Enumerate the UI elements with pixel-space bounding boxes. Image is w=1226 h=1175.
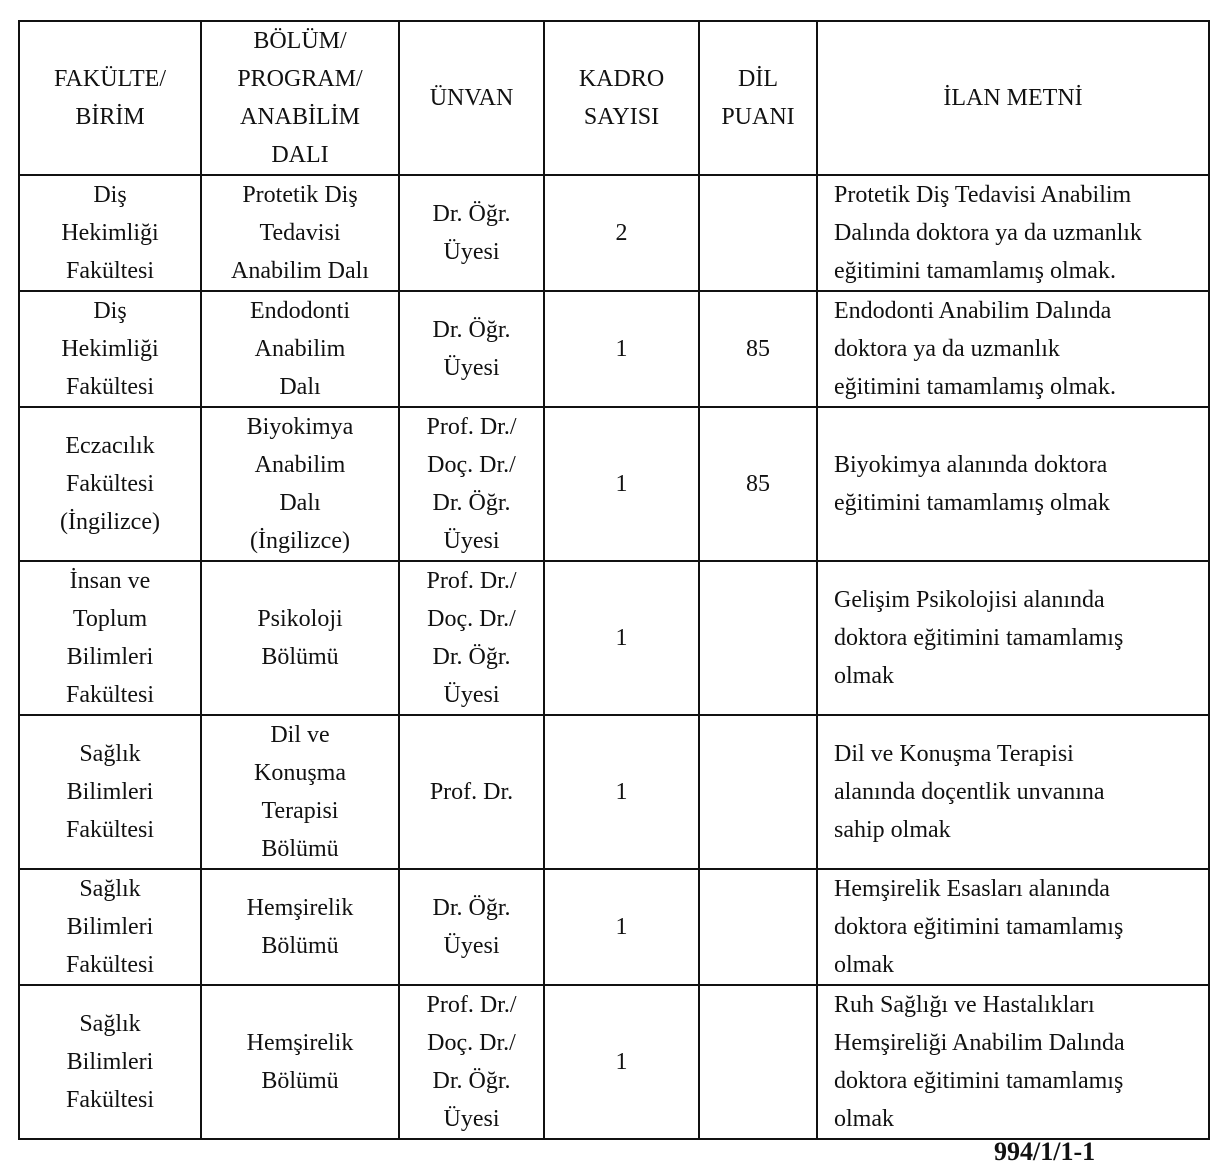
cell-birim: Diş Hekimliği Fakültesi: [19, 175, 201, 291]
header-ilan: İLAN METNİ: [817, 21, 1209, 175]
cell-birim: Sağlık Bilimleri Fakültesi: [19, 985, 201, 1139]
cell-bolum: Psikoloji Bölümü: [201, 561, 399, 715]
cell-birim: Diş Hekimliği Fakültesi: [19, 291, 201, 407]
cell-bolum: Biyokimya Anabilim Dalı (İngilizce): [201, 407, 399, 561]
cell-unvan: Prof. Dr./ Doç. Dr./ Dr. Öğr. Üyesi: [399, 561, 544, 715]
table-row: [19, 291, 1209, 407]
cell-ilan: Ruh Sağlığı ve Hastalıkları Hemşireliği Anabilim Dalında doktora eğitimini tamamlamış olmak: [817, 985, 1209, 1139]
table-row: [19, 175, 1209, 291]
cell-unvan: Prof. Dr./ Doç. Dr./ Dr. Öğr. Üyesi: [399, 407, 544, 561]
cell-dil: [699, 175, 817, 291]
header-bolum: BÖLÜM/ PROGRAM/ ANABİLİM DALI: [201, 21, 399, 175]
table-row: [19, 407, 1209, 561]
cell-bolum: Hemşirelik Bölümü: [201, 985, 399, 1139]
table-row: [19, 985, 1209, 1139]
cell-unvan: Dr. Öğr. Üyesi: [399, 175, 544, 291]
cell-kadro: 1: [544, 291, 699, 407]
cell-kadro: 1: [544, 869, 699, 985]
cell-unvan: Prof. Dr.: [399, 715, 544, 869]
cell-unvan: Dr. Öğr. Üyesi: [399, 291, 544, 407]
cell-dil: 85: [699, 407, 817, 561]
cell-bolum: Hemşirelik Bölümü: [201, 869, 399, 985]
cell-unvan: Prof. Dr./ Doç. Dr./ Dr. Öğr. Üyesi: [399, 985, 544, 1139]
cell-kadro: 2: [544, 175, 699, 291]
cell-ilan: Hemşirelik Esasları alanında doktora eğitimini tamamlamış olmak: [817, 869, 1209, 985]
cell-birim: İnsan ve Toplum Bilimleri Fakültesi: [19, 561, 201, 715]
cell-kadro: 1: [544, 561, 699, 715]
cell-dil: [699, 869, 817, 985]
cell-ilan: Endodonti Anabilim Dalında doktora ya da uzmanlık eğitimini tamamlamış olmak.: [817, 291, 1209, 407]
position-announcement-table: [18, 20, 1210, 1140]
cell-ilan: Gelişim Psikolojisi alanında doktora eğitimini tamamlamış olmak: [817, 561, 1209, 715]
cell-bolum: Endodonti Anabilim Dalı: [201, 291, 399, 407]
cell-unvan: Dr. Öğr. Üyesi: [399, 869, 544, 985]
cell-dil: [699, 715, 817, 869]
document-reference: 994/1/1-1: [994, 1137, 1096, 1166]
cell-ilan: Protetik Diş Tedavisi Anabilim Dalında doktora ya da uzmanlık eğitimini tamamlamış olmak.: [817, 175, 1209, 291]
cell-dil: 85: [699, 291, 817, 407]
cell-birim: Sağlık Bilimleri Fakültesi: [19, 715, 201, 869]
cell-ilan: Dil ve Konuşma Terapisi alanında doçentlik unvanına sahip olmak: [817, 715, 1209, 869]
table-row: [19, 715, 1209, 869]
header-birim: FAKÜLTE/ BİRİM: [19, 21, 201, 175]
cell-bolum: Dil ve Konuşma Terapisi Bölümü: [201, 715, 399, 869]
header-unvan: ÜNVAN: [399, 21, 544, 175]
cell-ilan: Biyokimya alanında doktora eğitimini tamamlamış olmak: [817, 407, 1209, 561]
cell-bolum: Protetik Diş Tedavisi Anabilim Dalı: [201, 175, 399, 291]
cell-birim: Sağlık Bilimleri Fakültesi: [19, 869, 201, 985]
cell-dil: [699, 561, 817, 715]
cell-birim: Eczacılık Fakültesi (İngilizce): [19, 407, 201, 561]
cell-kadro: 1: [544, 407, 699, 561]
header-kadro: KADRO SAYISI: [544, 21, 699, 175]
cell-dil: [699, 985, 817, 1139]
cell-kadro: 1: [544, 985, 699, 1139]
header-dil: DİL PUANI: [699, 21, 817, 175]
table-row: [19, 561, 1209, 715]
cell-kadro: 1: [544, 715, 699, 869]
header-row: [19, 21, 1209, 175]
table-row: [19, 869, 1209, 985]
